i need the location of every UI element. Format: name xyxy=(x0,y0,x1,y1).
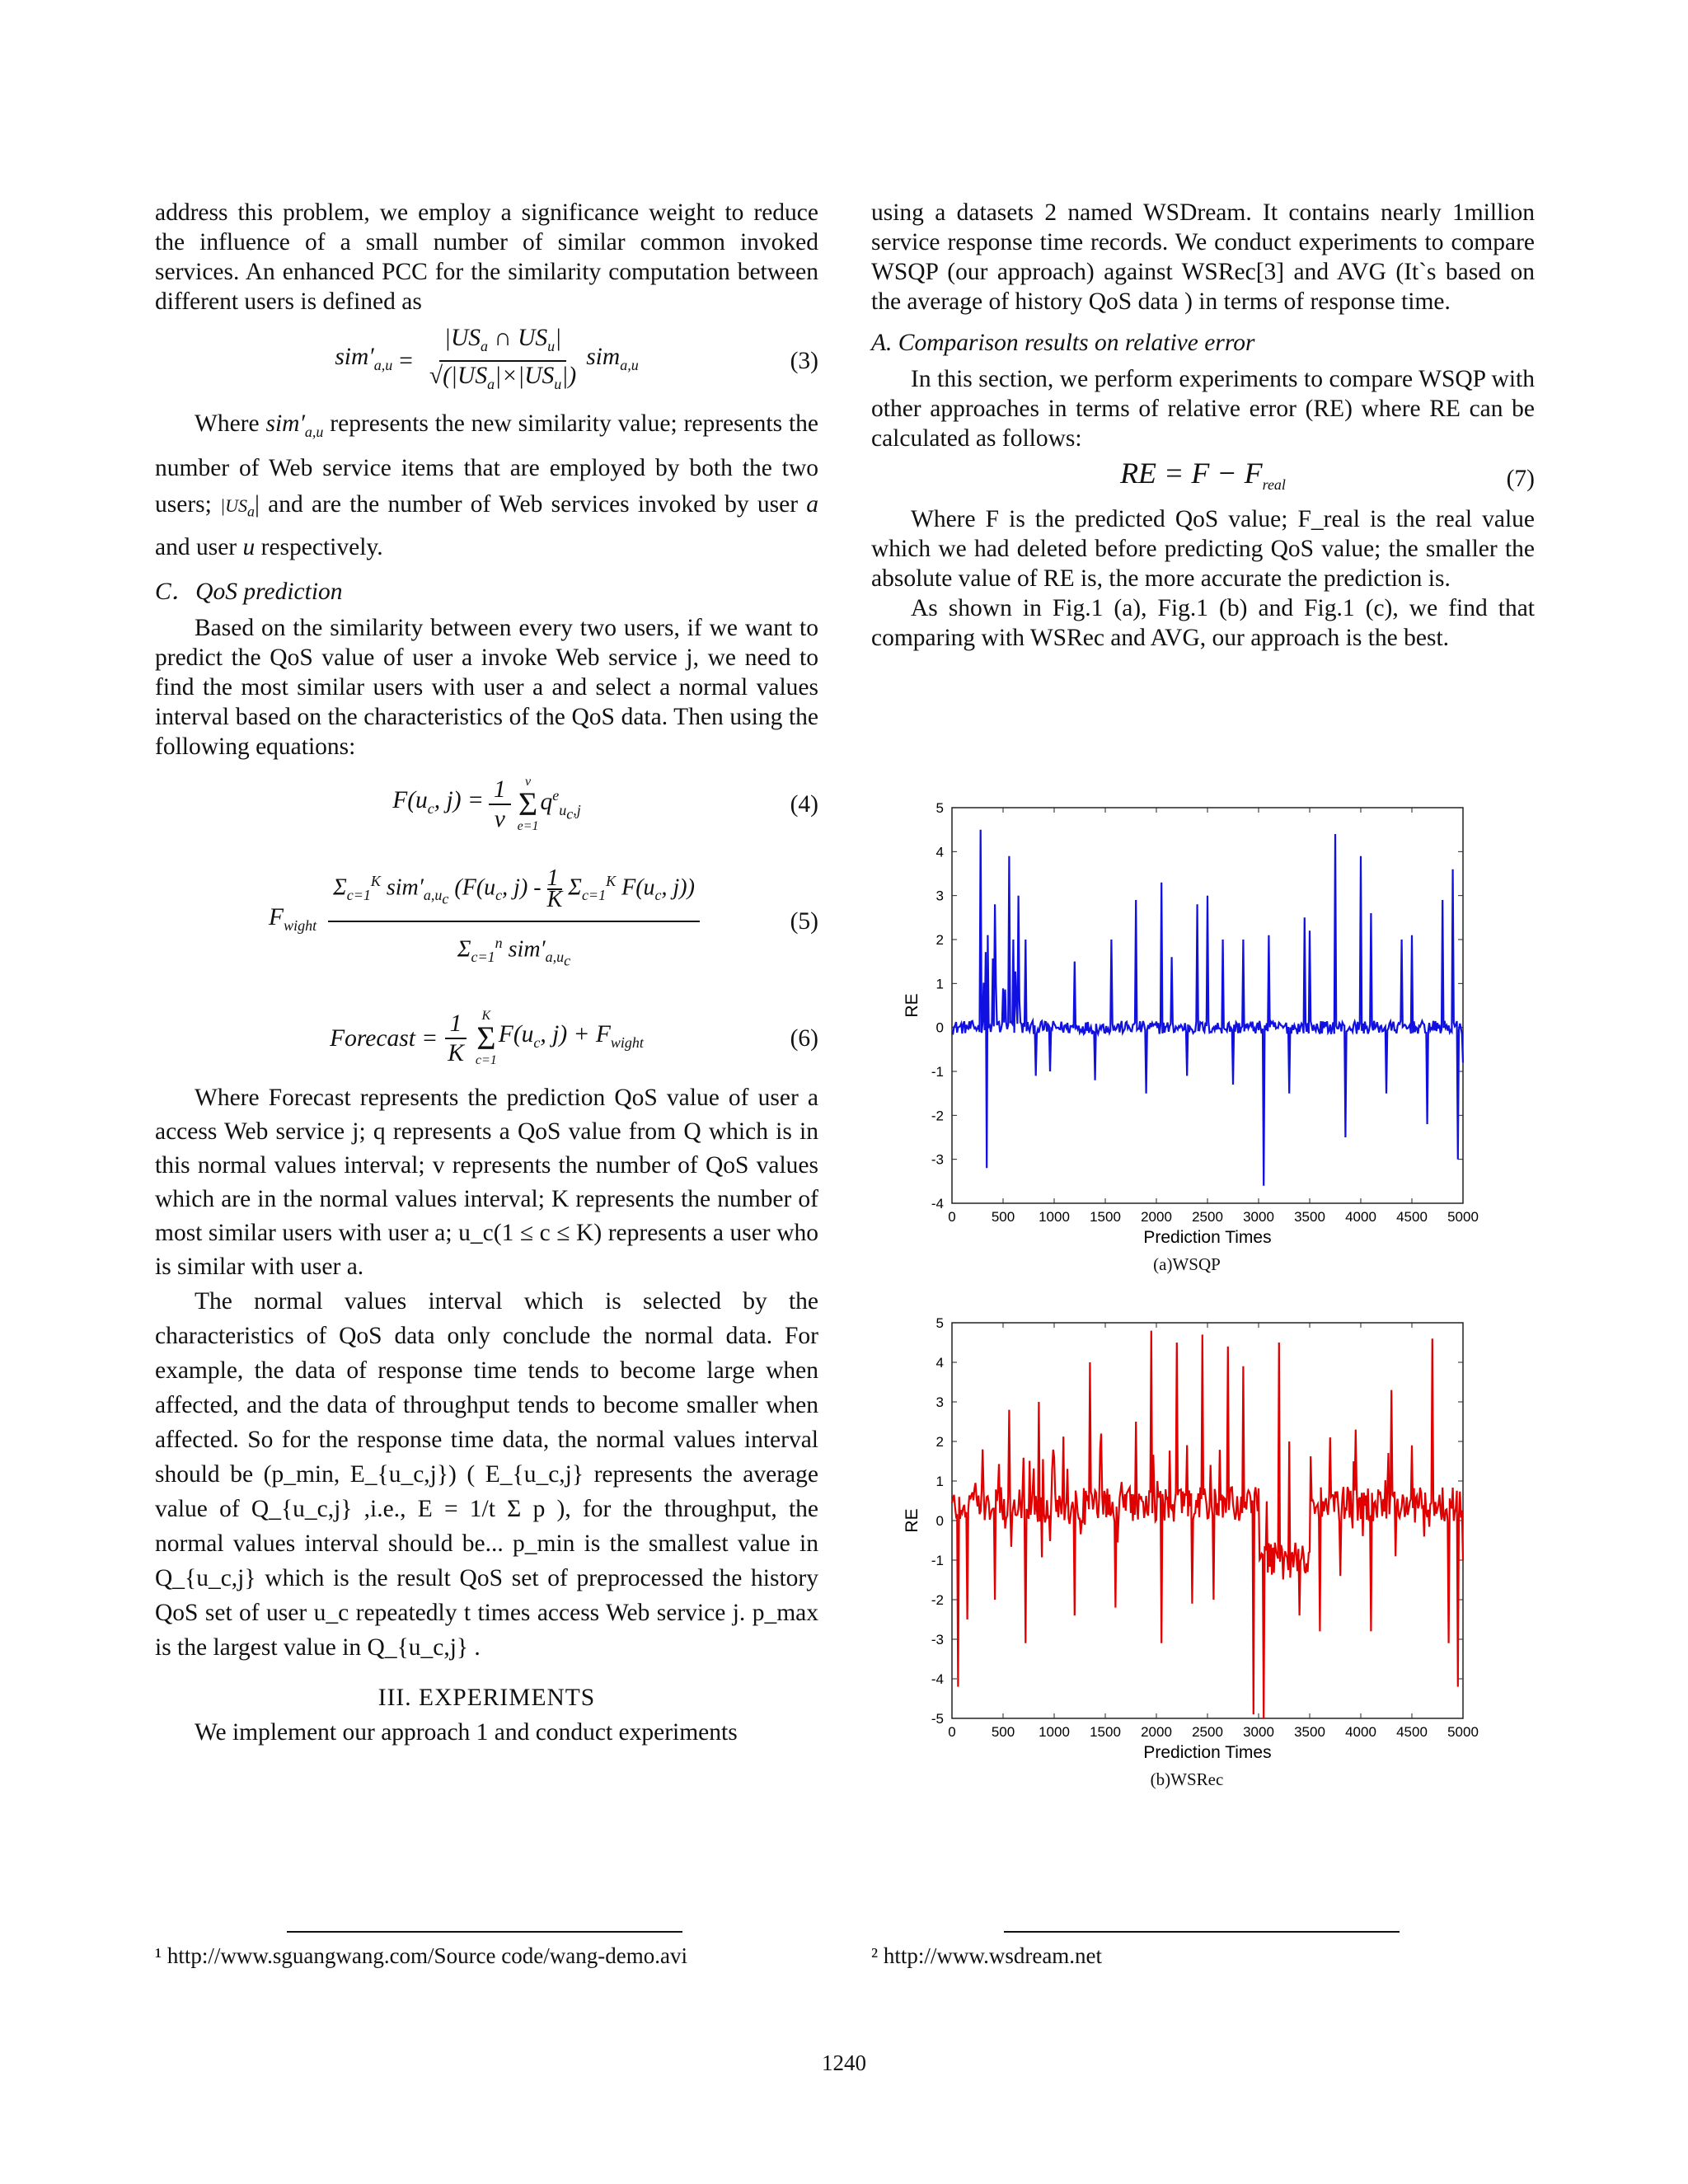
x-tick-label: 2500 xyxy=(1192,1724,1223,1740)
footnote-1: ¹ http://www.sguangwang.com/Source code/wang-demo.avi xyxy=(155,1943,687,1968)
left-paragraph-1: address this problem, we employ a significance weight to reduce the influence of a small number of similar common invoked services. An enhanced PCC for the similarity computation between different users is defined as xyxy=(155,199,818,315)
y-tick-label: 4 xyxy=(935,844,944,860)
y-tick-label: 1 xyxy=(935,1474,944,1489)
section-c-heading: C．QoS prediction xyxy=(155,579,343,606)
y-tick-label: 1 xyxy=(935,976,944,992)
left-paragraph-4: Where Forecast represents the prediction QoS value of user a access Web service j; q represents a QoS value from Q which is in this normal values interval; v represents the number of QoS values which are in the normal values interval; K represents the number of most similar users with user a; u_c(1 ≤ c ≤ K) represents a user who is similar with user a. xyxy=(155,1085,818,1281)
left-paragraph-6: We implement our approach 1 and conduct experiments xyxy=(195,1719,738,1746)
x-tick-label: 500 xyxy=(991,1724,1015,1740)
page-number: 1240 xyxy=(822,2050,866,2075)
x-tick-label: 2000 xyxy=(1141,1209,1172,1225)
y-tick-label: -2 xyxy=(931,1108,944,1124)
equation-6: Forecast = $\frac{1}{K}$ K Σ c=1 $F(u_c$, $j) + F_{wight}$ (6) xyxy=(330,1009,818,1068)
right-paragraph-1: using a datasets 2 named WSDream. It contains nearly 1million service response time records. We conduct experiments to compare WSQP (our approach) against WSRec[3] and AVG (It`s based on the average of history QoS data ) in terms of response time. xyxy=(871,199,1535,315)
equation-4: $F(u_c$, j) = $\frac{1}{v}$ v Σ e=1 $q^e_{u_c,j}$ (4) xyxy=(392,775,818,834)
left-paragraph-3: Based on the similarity between every two users, if we want to predict the QoS value of user a invoke Web service j, we need to find the most similar users with user a and select a normal values interval based on the characteristics of the QoS data. Then using the following equations: xyxy=(155,615,818,761)
equation-4-number: (4) xyxy=(790,791,818,818)
right-column xyxy=(871,198,1535,653)
equation-5-number: (5) xyxy=(790,908,818,935)
y-tick-label: 3 xyxy=(935,1394,944,1410)
y-tick-label: 3 xyxy=(935,888,944,904)
equation-7-number: (7) xyxy=(1506,466,1535,492)
equation-3-number: (3) xyxy=(790,348,818,374)
figure-b-caption: (b)WSRec xyxy=(1150,1769,1224,1789)
y-tick-label: -4 xyxy=(931,1196,944,1212)
y-tick-label: -4 xyxy=(931,1671,944,1687)
series-line xyxy=(952,830,1463,1186)
x-tick-label: 1000 xyxy=(1039,1724,1070,1740)
x-tick-label: 4500 xyxy=(1396,1209,1428,1225)
left-paragraph-2: Where $sim'_{a,u}$ represents the new similarity value; represents the number of Web service items that are employed by both the two users; $|US_a|$ and are the number of Web services invoked by user a and user u respectively. xyxy=(155,410,819,561)
figure-a-caption: (a)WSQP xyxy=(1153,1254,1221,1274)
footnote-2: ² http://www.wsdream.net xyxy=(871,1943,1103,1968)
right-paragraph-2: In this section, we perform experiments to compare WSQP with other approaches in terms of relative error (RE) where RE can be calculated as follows: xyxy=(871,366,1535,452)
x-tick-label: 5000 xyxy=(1447,1209,1479,1225)
equation-7: RE = $F - F_{real}$ (7) xyxy=(1120,456,1535,494)
equation-3: $sim'_{a,u}$ = $\frac{|US_a \cap US_u|}{√(|US_a|\times|US_u|)}$ sim$_{a,u}$ (3) xyxy=(335,325,818,392)
series-line xyxy=(952,1331,1463,1718)
x-tick-label: 5000 xyxy=(1447,1724,1479,1740)
x-tick-label: 2000 xyxy=(1141,1724,1172,1740)
left-column xyxy=(155,198,818,1747)
x-tick-label: 2500 xyxy=(1192,1209,1223,1225)
y-tick-label: -3 xyxy=(931,1632,944,1647)
left-paragraph-5: The normal values interval which is selected by the characteristics of QoS data only conclude the normal data. For example, the data of response time tends to become large when affected, and the data of throughput tends to become smaller when affected. So for the response time data, the normal values interval should be (p_min, E_{u_c,j}) ( E_{u_c,j} represents the average value of Q_{u_c,j} ,i.e., E = 1/t Σ p ), for the throughput, the normal values interval should be... p_min is the smallest value in Q_{u_c,j} which is the result QoS set of preprocessed the history QoS set of user u_c repeatedly t times access Web service j. p_max is the largest value in Q_{u_c,j} . xyxy=(155,1288,818,1661)
x-tick-label: 1500 xyxy=(1090,1209,1121,1225)
x-tick-label: 3000 xyxy=(1243,1209,1274,1225)
y-tick-label: -2 xyxy=(931,1592,944,1608)
x-tick-label: 4000 xyxy=(1345,1209,1376,1225)
footnote-rule-right xyxy=(1004,1931,1400,1933)
y-tick-label: 5 xyxy=(935,1315,944,1331)
y-tick-label: 4 xyxy=(935,1355,944,1371)
section-a-heading: A. Comparison results on relative error xyxy=(871,330,1255,356)
y-tick-label: -3 xyxy=(931,1151,944,1168)
y-tick-label: 5 xyxy=(935,800,944,816)
x-tick-label: 0 xyxy=(948,1209,956,1225)
figure-b xyxy=(870,1306,1504,1790)
y-tick-label: 0 xyxy=(935,1513,944,1529)
x-axis-label: Prediction Times xyxy=(1143,1228,1272,1247)
x-tick-label: 3000 xyxy=(1243,1724,1274,1740)
equation-5: $F_{wight}$ $\Sigma_{c=1}^K$ $sim'_{a,u_c}$ ($F(u_c$, j) - $\frac{1}{K}$ $\Sigma_{c=1}^K$ $F(u_c$, j)) $\Sigma_{c=1}^n$ $sim'_{a,u_c}$ (5) xyxy=(155,847,818,996)
x-tick-label: 1000 xyxy=(1039,1209,1070,1225)
y-tick-label: 2 xyxy=(935,932,944,948)
plot-frame xyxy=(952,1323,1463,1718)
section-iii-heading: III. EXPERIMENTS xyxy=(377,1685,596,1712)
y-tick-label: -1 xyxy=(931,1553,944,1568)
x-tick-label: 4000 xyxy=(1345,1724,1376,1740)
x-tick-label: 0 xyxy=(948,1724,956,1740)
y-tick-label: -1 xyxy=(931,1064,944,1080)
x-tick-label: 3500 xyxy=(1294,1724,1325,1740)
x-tick-label: 1500 xyxy=(1090,1724,1121,1740)
x-tick-label: 500 xyxy=(991,1209,1015,1225)
right-paragraph-4: As shown in Fig.1 (a), Fig.1 (b) and Fig.1 (c), we find that comparing with WSRec and AVG, our approach is the best. xyxy=(871,595,1535,651)
chart-wsrec xyxy=(870,1306,1504,1768)
equation-6-number: (6) xyxy=(790,1025,818,1052)
y-axis-label: RE xyxy=(903,993,921,1018)
y-tick-label: 0 xyxy=(935,1019,944,1036)
y-tick-label: -5 xyxy=(931,1711,944,1727)
y-axis-label: RE xyxy=(903,1508,921,1533)
figure-a xyxy=(870,791,1504,1275)
chart-wsqp xyxy=(870,791,1504,1253)
x-axis-label: Prediction Times xyxy=(1143,1743,1272,1762)
x-tick-label: 4500 xyxy=(1396,1724,1428,1740)
right-paragraph-3: Where F is the predicted QoS value; F_real is the real value which we had deleted before predicting QoS value; the smaller the absolute value of RE is, the more accurate the prediction is. xyxy=(871,506,1535,592)
x-tick-label: 3500 xyxy=(1294,1209,1325,1225)
y-tick-label: 2 xyxy=(935,1434,944,1450)
footnote-rule-left xyxy=(287,1931,682,1933)
